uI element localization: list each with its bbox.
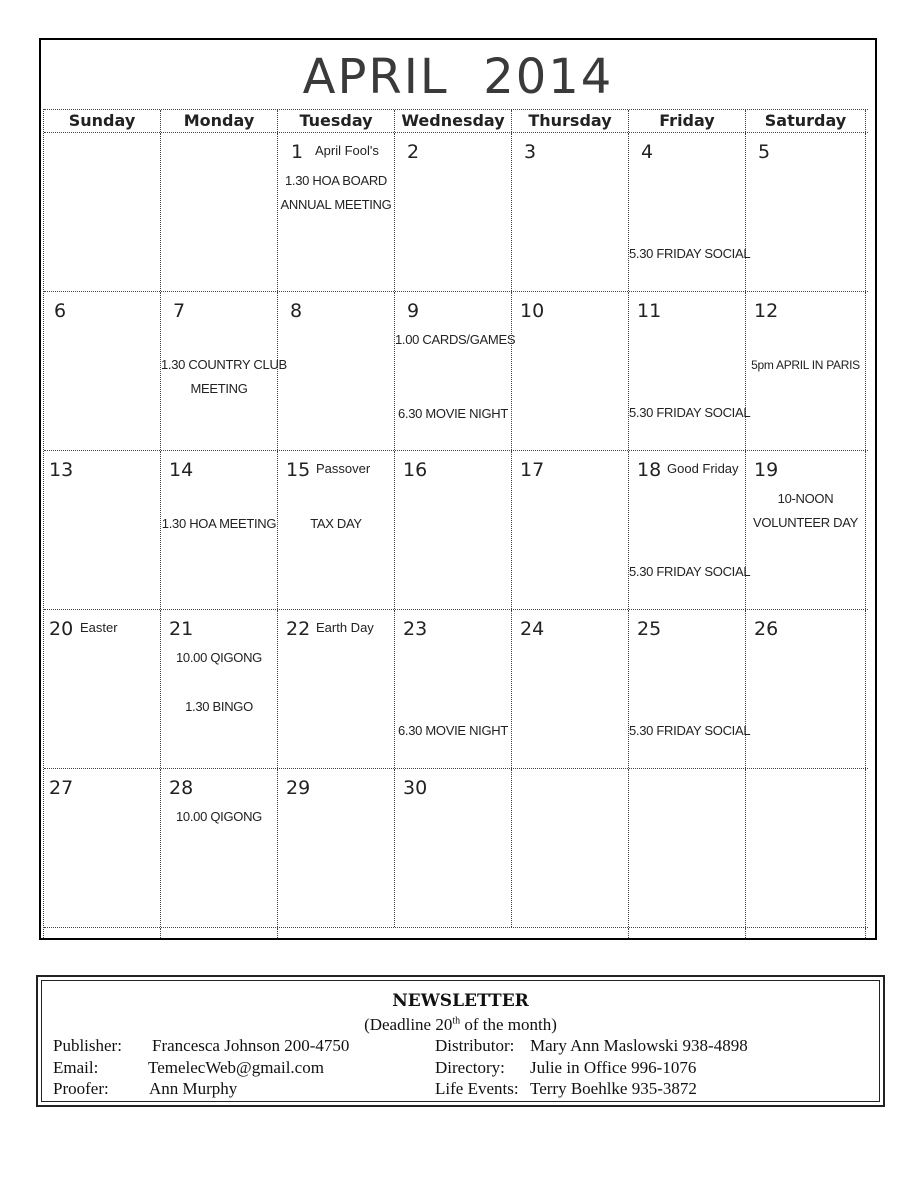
newsletter-box bbox=[36, 975, 885, 1107]
day-cell bbox=[512, 928, 629, 940]
trailing-row bbox=[44, 928, 868, 940]
event-text: 1.00 CARDS/GAMES bbox=[395, 332, 516, 347]
publisher-value: Francesca Johnson 200-4750 bbox=[152, 1036, 350, 1055]
proofer-label: Proofer: bbox=[53, 1079, 109, 1098]
day-cell bbox=[746, 451, 866, 609]
dow-saturday: Saturday bbox=[746, 110, 866, 132]
distributor-value: Mary Ann Maslowski 938-4898 bbox=[530, 1036, 748, 1055]
calendar bbox=[39, 38, 877, 940]
day-cell bbox=[44, 769, 161, 927]
holiday-label: Earth Day bbox=[316, 620, 374, 635]
day-cell bbox=[278, 292, 395, 450]
day-cell bbox=[395, 769, 512, 927]
day-cell bbox=[746, 769, 866, 927]
day-cell bbox=[44, 610, 161, 768]
day-cell bbox=[395, 451, 512, 609]
day-number: 28 bbox=[169, 777, 194, 799]
week-row bbox=[44, 451, 868, 610]
day-cell bbox=[512, 769, 629, 927]
newsletter-inner-border bbox=[41, 980, 880, 1102]
event-text: 5.30 FRIDAY SOCIAL bbox=[629, 405, 751, 420]
day-number: 10 bbox=[520, 300, 545, 322]
life-events-value: Terry Boehlke 935-3872 bbox=[530, 1079, 697, 1098]
day-cell bbox=[44, 451, 161, 609]
day-number: 25 bbox=[637, 618, 662, 640]
day-number: 14 bbox=[169, 459, 194, 481]
day-number: 12 bbox=[754, 300, 779, 322]
directory-label: Directory: bbox=[435, 1058, 505, 1077]
dow-friday: Friday bbox=[629, 110, 746, 132]
day-cell bbox=[512, 451, 629, 609]
day-cell bbox=[278, 610, 395, 768]
event-text: 10.00 QIGONG bbox=[176, 650, 262, 665]
deadline-suffix: of the month) bbox=[460, 1015, 557, 1034]
day-cell bbox=[746, 292, 866, 450]
day-cell bbox=[746, 928, 866, 940]
day-number: 26 bbox=[754, 618, 779, 640]
day-cell bbox=[161, 292, 287, 450]
day-number: 21 bbox=[169, 618, 194, 640]
day-number: 20 bbox=[49, 618, 74, 640]
calendar-title: APRIL 2014 bbox=[302, 49, 614, 105]
day-number: 30 bbox=[403, 777, 428, 799]
dow-wednesday: Wednesday bbox=[395, 110, 512, 132]
dow-sunday: Sunday bbox=[44, 110, 161, 132]
day-number: 13 bbox=[49, 459, 74, 481]
day-cell bbox=[512, 610, 629, 768]
day-number: 15 bbox=[286, 459, 311, 481]
day-cell bbox=[44, 133, 161, 291]
day-cell bbox=[278, 769, 395, 927]
day-number: 27 bbox=[49, 777, 74, 799]
event-text: 1.30 COUNTRY CLUB bbox=[161, 357, 287, 372]
week-row bbox=[44, 292, 868, 451]
day-number: 17 bbox=[520, 459, 545, 481]
day-number: 23 bbox=[403, 618, 428, 640]
week-row bbox=[44, 610, 868, 769]
day-cell bbox=[629, 451, 751, 609]
day-cell bbox=[512, 292, 629, 450]
day-cell bbox=[629, 292, 751, 450]
event-text: 1.30 HOA BOARD bbox=[284, 173, 387, 188]
day-number: 16 bbox=[403, 459, 428, 481]
day-number: 2 bbox=[407, 141, 420, 163]
day-cell bbox=[746, 133, 866, 291]
day-cell bbox=[629, 133, 751, 291]
proofer-value: Ann Murphy bbox=[149, 1079, 238, 1098]
dow-tuesday: Tuesday bbox=[278, 110, 395, 132]
week-row bbox=[44, 133, 868, 292]
event-text: 10-NOON bbox=[777, 491, 834, 506]
day-cell bbox=[161, 769, 278, 927]
week-row bbox=[44, 769, 868, 928]
day-cell bbox=[395, 292, 516, 450]
day-cell bbox=[629, 769, 746, 927]
day-cell bbox=[395, 610, 512, 768]
day-cell bbox=[395, 133, 512, 291]
day-number: 29 bbox=[286, 777, 311, 799]
day-cell bbox=[161, 451, 278, 609]
holiday-label: Easter bbox=[80, 620, 118, 635]
day-number: 8 bbox=[290, 300, 303, 322]
email-value: TemelecWeb@gmail.com bbox=[148, 1058, 324, 1077]
event-text: 5pm APRIL IN PARIS bbox=[751, 358, 860, 372]
day-cell bbox=[44, 928, 161, 940]
event-text: 6.30 MOVIE NIGHT bbox=[397, 723, 509, 738]
day-number: 22 bbox=[286, 618, 311, 640]
day-cell bbox=[278, 928, 395, 940]
day-cell bbox=[161, 928, 278, 940]
day-cell bbox=[161, 610, 278, 768]
publisher-label: Publisher: bbox=[53, 1036, 122, 1055]
newsletter-deadline bbox=[42, 1015, 879, 1035]
day-number: 4 bbox=[641, 141, 654, 163]
day-cell bbox=[746, 610, 866, 768]
email-label: Email: bbox=[53, 1058, 99, 1077]
day-cell bbox=[278, 133, 395, 291]
event-text: 6.30 MOVIE NIGHT bbox=[397, 406, 509, 421]
day-cell bbox=[44, 292, 161, 450]
event-text: VOLUNTEER DAY bbox=[753, 515, 858, 530]
event-text: 1.30 HOA MEETING bbox=[161, 516, 277, 531]
event-text: TAX DAY bbox=[310, 516, 362, 531]
dow-thursday: Thursday bbox=[512, 110, 629, 132]
day-number: 24 bbox=[520, 618, 545, 640]
day-number: 1 bbox=[291, 141, 304, 163]
day-cell bbox=[395, 928, 512, 940]
event-text: 5.30 FRIDAY SOCIAL bbox=[629, 246, 751, 261]
event-text: 10.00 QIGONG bbox=[176, 809, 262, 824]
day-cell bbox=[278, 451, 395, 609]
directory-value: Julie in Office 996-1076 bbox=[530, 1058, 697, 1077]
day-cell bbox=[629, 928, 746, 940]
event-text: MEETING bbox=[190, 381, 248, 396]
day-number: 6 bbox=[54, 300, 67, 322]
day-number: 3 bbox=[524, 141, 537, 163]
event-text: ANNUAL MEETING bbox=[280, 197, 392, 212]
deadline-prefix: (Deadline 20 bbox=[364, 1015, 453, 1034]
day-number: 11 bbox=[637, 300, 662, 322]
calendar-grid bbox=[43, 109, 868, 940]
day-cell bbox=[512, 133, 629, 291]
day-of-week-header bbox=[44, 109, 868, 133]
holiday-label: April Fool's bbox=[315, 143, 379, 158]
day-number: 5 bbox=[758, 141, 771, 163]
day-number: 19 bbox=[754, 459, 779, 481]
day-number: 7 bbox=[173, 300, 186, 322]
newsletter-title: NEWSLETTER bbox=[392, 991, 529, 1011]
dow-monday: Monday bbox=[161, 110, 278, 132]
distributor-label: Distributor: bbox=[435, 1036, 515, 1055]
day-number: 9 bbox=[407, 300, 420, 322]
holiday-label: Good Friday bbox=[667, 461, 739, 476]
event-text: 1.30 BINGO bbox=[185, 699, 253, 714]
event-text: 5.30 FRIDAY SOCIAL bbox=[629, 564, 751, 579]
day-cell bbox=[629, 610, 751, 768]
life-events-label: Life Events: bbox=[435, 1079, 519, 1098]
day-number: 18 bbox=[637, 459, 662, 481]
event-text: 5.30 FRIDAY SOCIAL bbox=[629, 723, 751, 738]
holiday-label: Passover bbox=[316, 461, 371, 476]
deadline-ordinal: th bbox=[452, 1015, 461, 1027]
day-cell bbox=[161, 133, 278, 291]
